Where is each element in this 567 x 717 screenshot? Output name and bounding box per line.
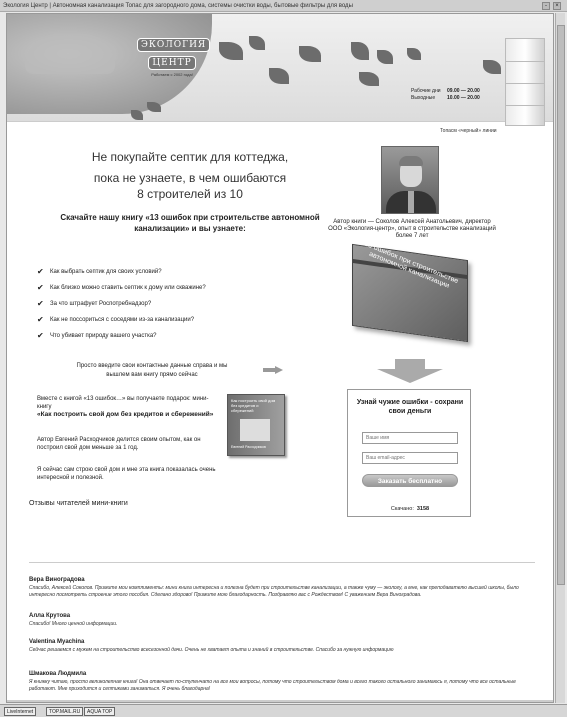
checkmark-icon: ✔ — [37, 283, 44, 292]
list-item: ✔ Как не поссориться с соседями из-за канализации? — [37, 315, 195, 324]
mini-book-author: Евгений Расходчиков — [231, 445, 266, 449]
review — [29, 670, 535, 693]
status-bar — [0, 704, 567, 717]
hours-label: Рабочие дни — [411, 88, 441, 94]
arrow-right-icon — [263, 366, 283, 374]
review — [29, 576, 535, 599]
septic-tank-image — [505, 38, 545, 126]
list-item: ✔ За что штрафует Роспотребнадзор? — [37, 299, 152, 308]
hours-time: 10.00 — 20.00 — [447, 95, 480, 101]
review-author: Valentina Myachina — [29, 639, 85, 645]
leaf-icon — [131, 110, 143, 120]
checkmark-icon: ✔ — [37, 299, 44, 308]
leaf-icon — [269, 68, 289, 84]
headline-line-3: 8 строителей из 10 — [137, 187, 243, 201]
water-hand-image — [25, 34, 115, 74]
book-cover — [352, 240, 468, 342]
gift-title: «Как построить свой дом без кредитов и сбережений» — [37, 411, 214, 418]
hours-time: 09.00 — 20.00 — [447, 88, 480, 94]
page-viewport — [6, 13, 554, 703]
mini-book-cover — [227, 394, 285, 456]
leaf-icon — [359, 72, 379, 86]
review-text: Спасибо, Алексей Соколов. Примите мои комплименты: мини книга интересна и полезна будет при строительстве канализации, а также чуму — экологу, а мне, как преподавателю высшей школы, было интересно посмотреть строение этого пособия. Сделано здорово! Примите мою благодарность. Поздравляю вас с Рождеством! С уважением Вера Виноградова. — [29, 585, 519, 598]
site-header — [7, 14, 554, 122]
counter-badge[interactable]: TOP.MAIL.RU — [46, 707, 83, 716]
author-caption: Автор книги — Соколов Алексей Анатольевич, директор ООО «Экология-центр», опыт в строительстве канализаций более 7 лет — [328, 219, 496, 239]
logo[interactable] — [137, 34, 207, 77]
arrow-down-icon — [377, 359, 443, 383]
gift-text: Вместе с книгой «13 ошибок…» вы получаете подарок: мини-книгу «Как построить свой дом без кредитов и сбережений» — [37, 396, 214, 418]
review-text: Сейчас решаемся с мужем на строительство всесезонной дачи. Очень не хватает опыта и знаний в строительстве. Спасибо за нужную информацию — [29, 647, 394, 653]
review — [29, 612, 535, 628]
leaf-icon — [219, 42, 243, 60]
leaf-icon — [407, 48, 421, 60]
form-title: Узнай чужие ошибки - сохрани свои деньги — [356, 399, 464, 415]
review — [29, 638, 535, 654]
review-text: Спасибо! Много ценной информации. — [29, 621, 118, 627]
minimize-icon[interactable]: - — [542, 2, 550, 10]
headline: Не покупайте септик для коттеджа, — [91, 150, 289, 164]
benefits-list — [37, 267, 277, 347]
list-item: ✔ Как близко можно ставить септик к дому или скважине? — [37, 283, 206, 292]
logo-since: Работаем с 2002 года! — [151, 72, 193, 77]
review-author: Шмакова Людмила — [29, 671, 87, 677]
header-banner — [7, 14, 212, 114]
testimonial-text: Я сейчас сам строю свой дом и мне эта книга показалась очень интересной и полезной. — [37, 467, 216, 481]
working-hours — [411, 88, 480, 102]
leaf-icon — [299, 46, 321, 62]
counter-badge[interactable]: AQUA TOP — [84, 707, 115, 716]
leaf-icon — [249, 36, 265, 50]
download-count: 3158 — [416, 506, 430, 512]
mini-book-author-text: Автор Евгений Расходчиков делится своим опытом, как он построил свой дом меньше за 1 год. — [37, 437, 201, 451]
leaf-icon — [377, 50, 393, 64]
tank-caption: Топаcм «черный» линии — [440, 128, 497, 134]
close-icon[interactable]: × — [553, 2, 561, 10]
email-input[interactable] — [362, 452, 458, 464]
logo-text-bottom: ЦЕНТР — [148, 56, 195, 70]
mini-book-title: Как построить свой дом без кредитов и сбережений — [231, 398, 276, 413]
headline-line-2: пока не узнаете, в чем ошибаются — [93, 171, 287, 185]
reviews-link[interactable]: Отзывы читателей мини-книги — [29, 500, 128, 507]
review-author: Вера Виноградова — [29, 577, 85, 583]
window-title: Экология Центр | Автономная канализация Топас для загородного дома, системы очистки воды, бытовые фильтры для воды — [0, 0, 567, 12]
hours-label: Выходные — [411, 95, 436, 101]
download-counter: Скачано: 3158 — [390, 506, 430, 512]
list-item: ✔ Что убивает природу вашего участка? — [37, 331, 157, 340]
checkmark-icon: ✔ — [37, 267, 44, 276]
leaf-icon — [483, 60, 501, 74]
house-image — [240, 419, 270, 441]
logo-text-top: ЭКОЛОГИЯ — [137, 38, 210, 52]
review-author: Алла Крутова — [29, 613, 71, 619]
list-item: ✔ Как выбрать септик для своих условий? — [37, 267, 162, 276]
leaf-icon — [147, 102, 161, 112]
signup-form — [347, 389, 471, 517]
leaf-icon — [351, 42, 369, 60]
name-input[interactable] — [362, 432, 458, 444]
vertical-scrollbar[interactable] — [555, 13, 565, 703]
scrollbar-thumb[interactable] — [557, 25, 565, 585]
author-photo — [381, 146, 439, 214]
subheadline: Скачайте нашу книгу «13 ошибок при строительстве автономной канализации» и вы узнаете: — [60, 213, 320, 233]
checkmark-icon: ✔ — [37, 331, 44, 340]
review-text: Я книжку читаю, просто великолепная книга! Она отвечает по-ступенчато на все мои вопросы, потому что строительством дома и всего такого остального занимаюсь я, потому что все остальные работают. Мне приходится и септиками заниматься. Я очень благодарна! — [29, 679, 516, 692]
page-bottom-bar — [7, 700, 554, 703]
checkmark-icon: ✔ — [37, 315, 44, 324]
book-title: 13 ошибок при строительстве автономной канализации — [363, 240, 459, 290]
submit-button[interactable]: Заказать бесплатно — [362, 474, 458, 487]
divider — [29, 562, 535, 563]
contact-instruction: Просто введите свои контактные данные справа и мы вышлем вам книгу прямо сейчас — [76, 363, 228, 378]
counter-badge[interactable]: LiveInternet — [4, 707, 36, 716]
